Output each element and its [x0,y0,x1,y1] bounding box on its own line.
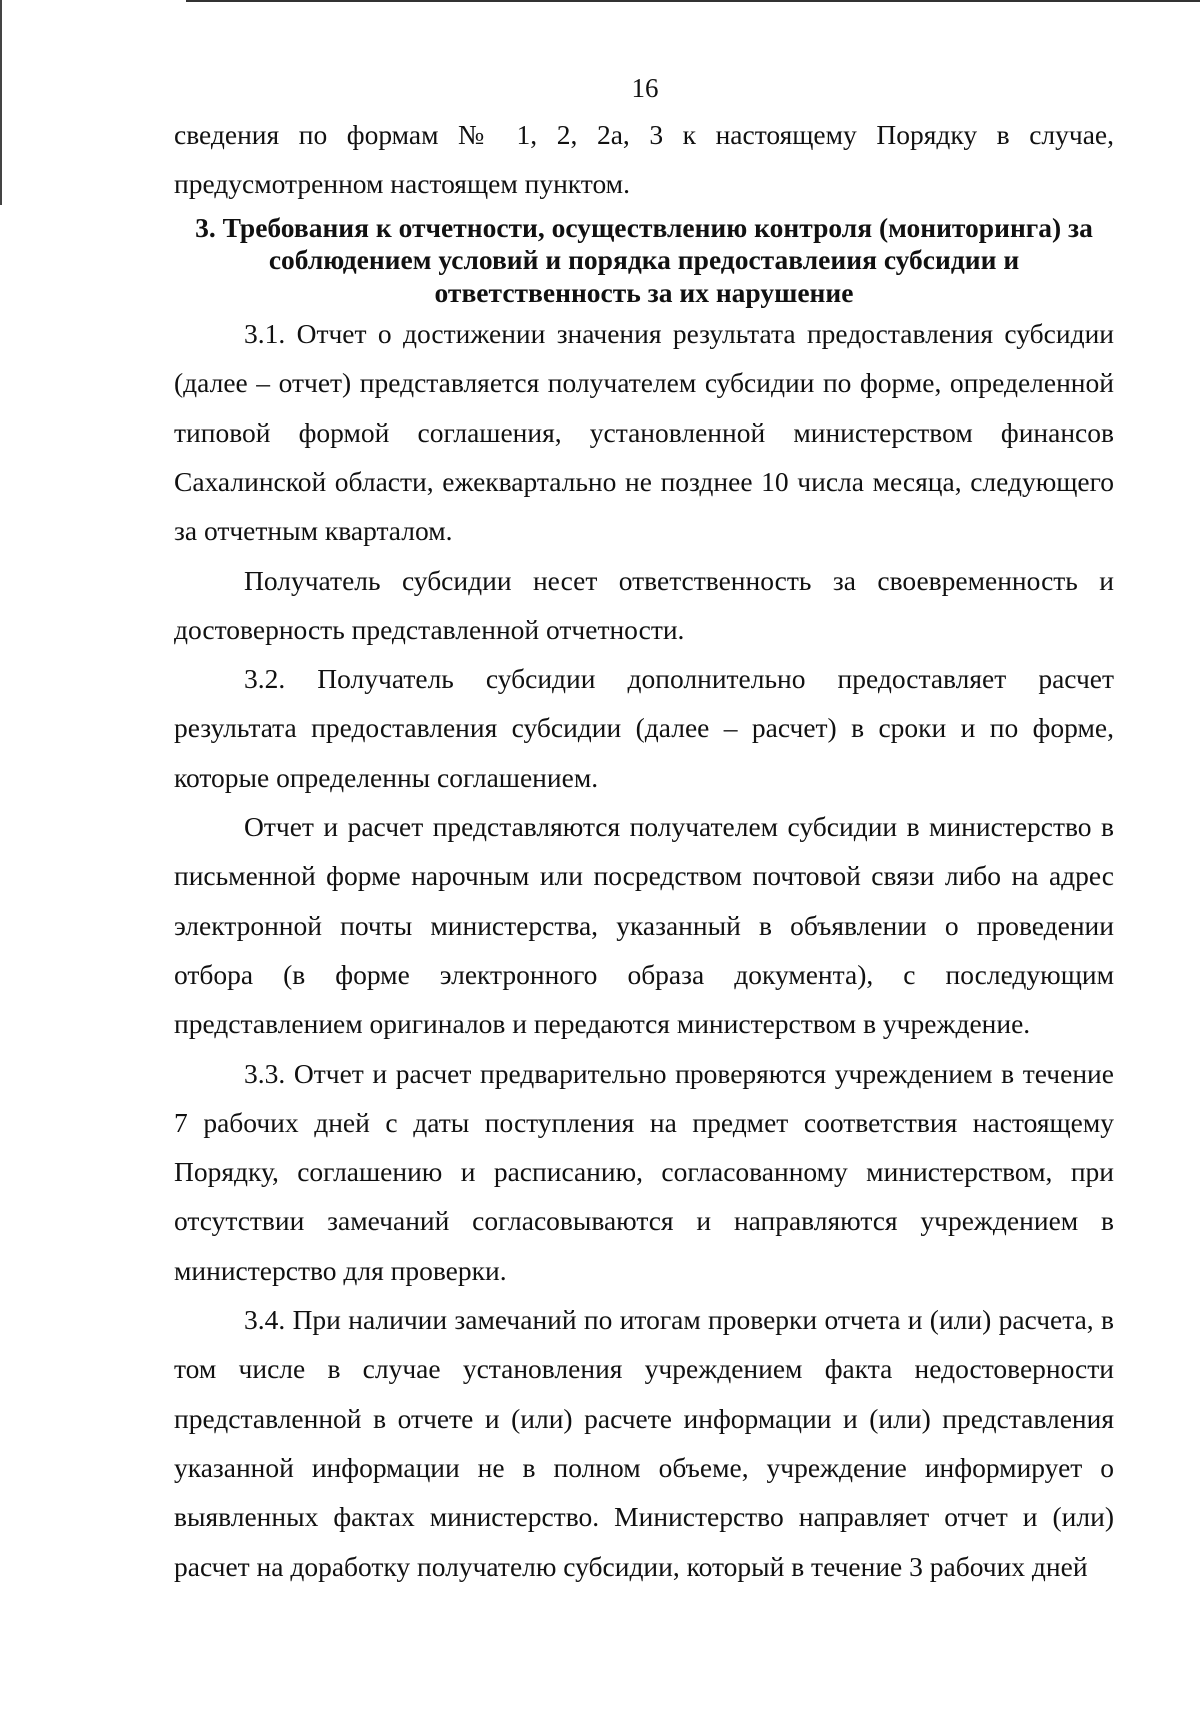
section-heading-text: 3. Требования к отчетности, осуществлению контроля (мониторинга) за соблюдением условий и порядка предоставлеиия субсидии и ответственность за их нарушение [195,211,1093,308]
paragraph-submission: Отчет и расчет представляются получателем субсидии в министерство в письменной форме нарочным или посредством почтовой связи либо на адрес электронной почты министерства, указанный в объявлении о проведении отбора (в форме электронного образа документа), с последующим представлением оригиналов и передаются министерством в учреждение. [174,811,1114,1040]
paragraph-3-3: 3.3. Отчет и расчет предварительно проверяются учреждением в течение 7 рабочих дней с даты поступления на предмет соответствия настоящему Порядку, соглашению и расписанию, согласованному министерством, при отсутствии замечаний согласовываются и направляются учреждением в министерство для проверки. [174,1057,1114,1286]
page-number: 16 [631,73,659,103]
paragraph-responsibility: Получатель субсидии несет ответственность за своевременность и достоверность представленной отчетности. [174,564,1114,645]
section-heading [174,212,1114,310]
paragraph-3-2: 3.2. Получатель субсидии дополнительно предоставляет расчет результата предоставления субсидии (далее – расчет) в сроки и по форме, которые определенны соглашением. [174,663,1114,793]
document-body [174,110,1114,1591]
paragraph-3-1: 3.1. Отчет о достижении значения результата предоставления субсидии (далее – отчет) представляется получателем субсидии по форме, определенной типовой формой соглашения, установленной министерством финансов Сахалинской области, ежеквартально не позднее 10 числа месяца, следующего за отчетным кварталом. [174,318,1114,547]
paragraph-continuation: сведения по формам № 1, 2, 2а, 3 к настоящему Порядку в случае, предусмотренном настоящем пунктом. [174,119,1114,200]
paragraph-3-4: 3.4. При наличии замечаний по итогам проверки отчета и (или) расчета, в том числе в случае установления учреждением факта недостоверности представленной в отчете и (или) расчете информации и (или) представления указанной информации не в полном объеме, учреждение информирует о выявленных фактах министерство. Министерство направляет отчет и (или) расчет на доработку получателю субсидии, который в течение 3 рабочих дней [174,1304,1114,1582]
scan-top-edge [186,0,1200,2]
